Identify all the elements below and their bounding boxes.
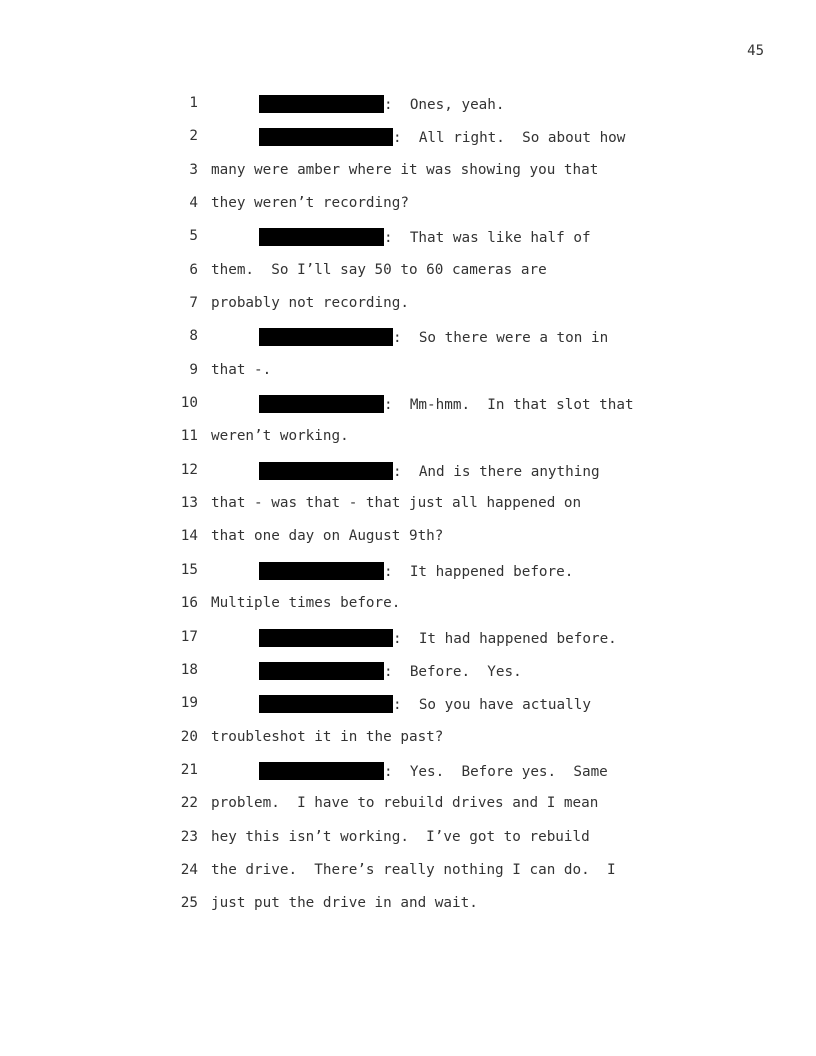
line-content: problem. I have to rebuild drives and I mean <box>211 795 599 812</box>
transcript-line <box>0 286 816 319</box>
transcript-line <box>0 653 816 686</box>
transcript-body <box>0 86 816 920</box>
line-text <box>211 428 349 445</box>
line-content: hey this isn’t working. I’ve got to rebuild <box>211 828 590 845</box>
line-text <box>211 895 478 912</box>
speaker-line-text <box>259 562 573 581</box>
line-content: : So you have actually <box>393 697 591 714</box>
redacted-speaker-name <box>259 462 393 480</box>
transcript-line <box>0 553 816 586</box>
line-content: Multiple times before. <box>211 595 401 612</box>
line-text <box>211 262 547 279</box>
line-number: 2 <box>189 128 198 145</box>
line-number: 24 <box>180 861 198 878</box>
line-content: that - was that - that just all happened on <box>211 495 582 512</box>
transcript-line <box>0 820 816 853</box>
line-text <box>211 829 590 846</box>
line-number: 7 <box>189 295 198 312</box>
line-content: just put the drive in and wait. <box>211 895 478 912</box>
redacted-speaker-name <box>259 95 384 113</box>
redacted-speaker-name <box>259 228 384 246</box>
line-content: : It had happened before. <box>393 630 617 647</box>
line-number: 10 <box>180 395 198 412</box>
line-content: : Yes. Before yes. Same <box>384 763 608 780</box>
redacted-speaker-name <box>259 662 384 680</box>
transcript-line <box>0 119 816 152</box>
transcript-line <box>0 786 816 819</box>
line-number: 6 <box>189 261 198 278</box>
speaker-line-text <box>259 395 634 414</box>
redacted-speaker-name <box>259 562 384 580</box>
line-text <box>211 495 581 512</box>
transcript-line <box>0 86 816 119</box>
transcript-line <box>0 620 816 653</box>
speaker-line-text <box>259 95 505 114</box>
line-content: : Mm-hmm. In that slot that <box>384 397 634 414</box>
line-text <box>211 362 271 379</box>
transcript-line <box>0 853 816 886</box>
line-content: : Before. Yes. <box>384 663 522 680</box>
line-number: 22 <box>180 795 198 812</box>
line-number: 21 <box>180 761 198 778</box>
line-content: : So there were a ton in <box>393 330 609 347</box>
transcript-line <box>0 686 816 719</box>
redacted-speaker-name <box>259 762 384 780</box>
speaker-line-text <box>259 328 608 347</box>
line-number: 18 <box>180 661 198 678</box>
line-content: that -. <box>211 361 272 378</box>
transcript-line <box>0 353 816 386</box>
line-content: troubleshot it in the past? <box>211 728 444 745</box>
line-number: 23 <box>180 828 198 845</box>
transcript-line <box>0 153 816 186</box>
line-number: 4 <box>189 195 198 212</box>
transcript-line <box>0 586 816 619</box>
line-text <box>211 729 443 746</box>
line-number: 9 <box>189 361 198 378</box>
line-content: : And is there anything <box>393 463 600 480</box>
transcript-line <box>0 753 816 786</box>
line-number: 16 <box>180 595 198 612</box>
line-content: : Ones, yeah. <box>384 97 505 113</box>
transcript-line <box>0 186 816 219</box>
speaker-line-text <box>259 629 617 648</box>
transcript-line <box>0 319 816 352</box>
line-content: probably not recording. <box>211 295 409 312</box>
line-number: 8 <box>189 328 198 345</box>
line-text <box>211 595 400 612</box>
transcript-line <box>0 419 816 452</box>
line-content: weren’t working. <box>211 428 349 445</box>
transcript-line <box>0 519 816 552</box>
line-text <box>211 528 443 545</box>
redacted-speaker-name <box>259 629 393 647</box>
line-number: 19 <box>180 695 198 712</box>
line-number: 20 <box>180 728 198 745</box>
speaker-line-text <box>259 228 591 247</box>
page-number: 45 <box>747 43 764 59</box>
redacted-speaker-name <box>259 395 384 413</box>
line-number: 11 <box>180 428 198 445</box>
redacted-speaker-name <box>259 695 393 713</box>
redacted-speaker-name <box>259 328 393 346</box>
line-content: many were amber where it was showing you that <box>211 161 599 178</box>
line-number: 12 <box>180 461 198 478</box>
line-number: 17 <box>180 628 198 645</box>
line-content: : It happened before. <box>384 563 574 580</box>
transcript-line <box>0 453 816 486</box>
line-content: the drive. There’s really nothing I can do. I <box>211 861 616 878</box>
speaker-line-text <box>259 762 608 781</box>
transcript-line <box>0 386 816 419</box>
speaker-line-text <box>259 462 600 481</box>
line-number: 13 <box>180 495 198 512</box>
line-content: that one day on August 9th? <box>211 528 444 545</box>
speaker-line-text <box>259 695 591 714</box>
redacted-speaker-name <box>259 128 393 146</box>
line-text <box>211 295 409 312</box>
line-text <box>211 862 616 879</box>
transcript-line <box>0 253 816 286</box>
line-content: they weren’t recording? <box>211 195 409 212</box>
transcript-line <box>0 720 816 753</box>
speaker-line-text <box>259 662 522 681</box>
line-content: : All right. So about how <box>393 130 626 147</box>
line-text <box>211 162 598 179</box>
transcript-line <box>0 886 816 919</box>
line-text <box>211 195 409 212</box>
transcript-line <box>0 219 816 252</box>
line-number: 3 <box>189 161 198 178</box>
line-content: : That was like half of <box>384 230 591 247</box>
speaker-line-text <box>259 128 625 147</box>
line-text <box>211 795 598 812</box>
line-number: 15 <box>180 561 198 578</box>
line-content: them. So I’ll say 50 to 60 cameras are <box>211 261 547 278</box>
line-number: 5 <box>189 228 198 245</box>
line-number: 25 <box>180 895 198 912</box>
line-number: 1 <box>189 95 198 111</box>
transcript-line <box>0 486 816 519</box>
line-number: 14 <box>180 528 198 545</box>
